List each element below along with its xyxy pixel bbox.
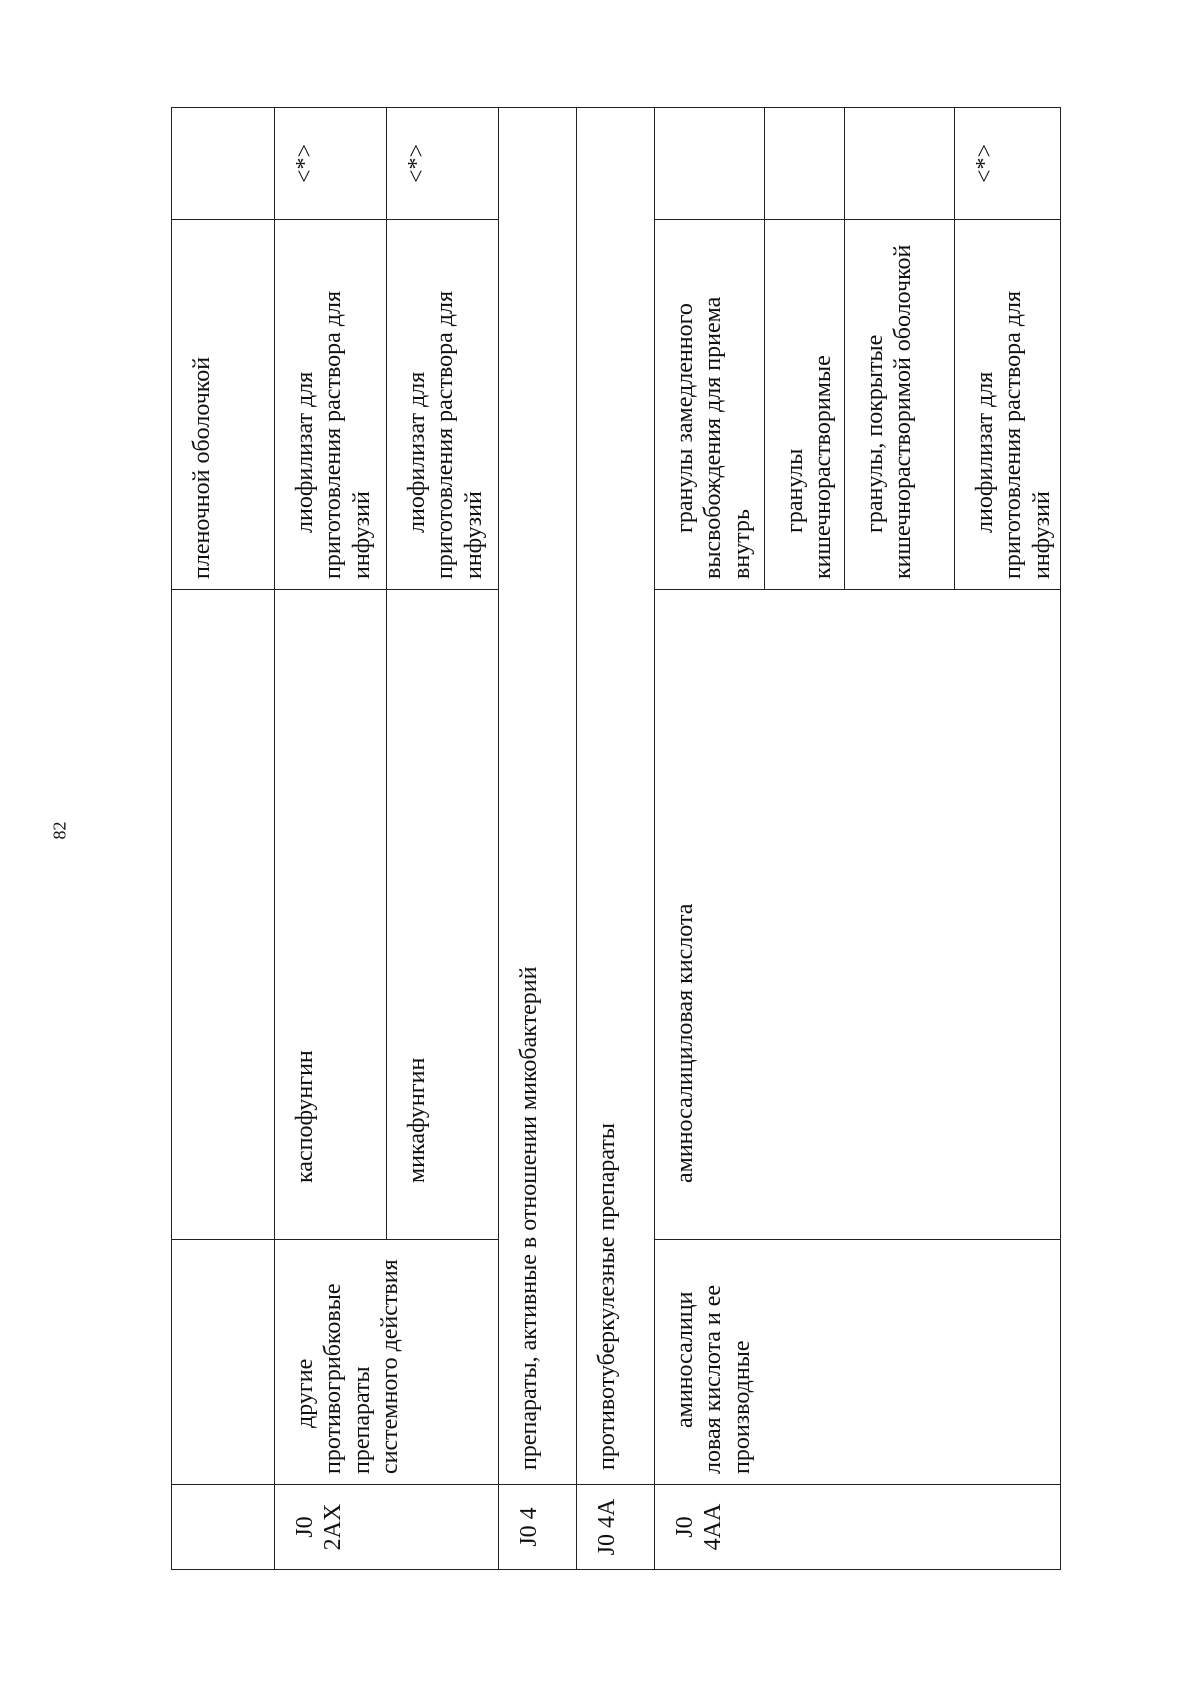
group-span-cell: противотуберкулезные препараты — [577, 108, 655, 1485]
form-cell: лиофилизат для приготовления раствора для инфузий — [387, 220, 499, 590]
form-cell: гранулы, покрытые кишечнорастворимой оболочкой — [845, 220, 955, 590]
table-row — [499, 108, 577, 1570]
form-cell: пленочной оболочкой — [172, 220, 275, 590]
group-span-cell: препараты, активные в отношении микобактерий — [499, 108, 577, 1485]
note-cell — [172, 108, 275, 220]
group-cell — [172, 1240, 275, 1485]
name-cell: каспофунгин — [275, 590, 387, 1240]
form-cell: лиофилизат для приготовления раствора для инфузий — [955, 220, 1061, 590]
note-cell — [845, 108, 955, 220]
form-cell: гранулы кишечнорастворимые — [765, 220, 845, 590]
group-cell: аминосалици ловая кислота и ее производные — [655, 1240, 1061, 1485]
table-row — [577, 108, 655, 1570]
note-cell — [655, 108, 765, 220]
group-cell: другие противогрибковые препараты системного действия — [275, 1240, 499, 1485]
name-cell: аминосалициловая кислота — [655, 590, 1061, 1240]
table-row — [655, 108, 765, 1570]
code-cell: J0 4A — [577, 1485, 655, 1570]
code-cell: J0 4 — [499, 1485, 577, 1570]
note-cell: <*> — [275, 108, 387, 220]
note-cell: <*> — [387, 108, 499, 220]
note-cell: <*> — [955, 108, 1061, 220]
table-row — [172, 108, 275, 1570]
page-number: 82 — [49, 821, 70, 840]
form-cell: гранулы замедленного высвобождения для приема внутрь — [655, 220, 765, 590]
code-cell — [172, 1485, 275, 1570]
name-cell — [172, 590, 275, 1240]
name-cell: микафунгин — [387, 590, 499, 1240]
drug-table-wrapper — [171, 108, 1055, 1570]
note-cell — [765, 108, 845, 220]
form-cell: лиофилизат для приготовления раствора для инфузий — [275, 220, 387, 590]
code-cell: J0 2AX — [275, 1485, 499, 1570]
table-row — [275, 108, 387, 1570]
code-cell: J0 4AA — [655, 1485, 1061, 1570]
drug-table — [171, 107, 1061, 1570]
